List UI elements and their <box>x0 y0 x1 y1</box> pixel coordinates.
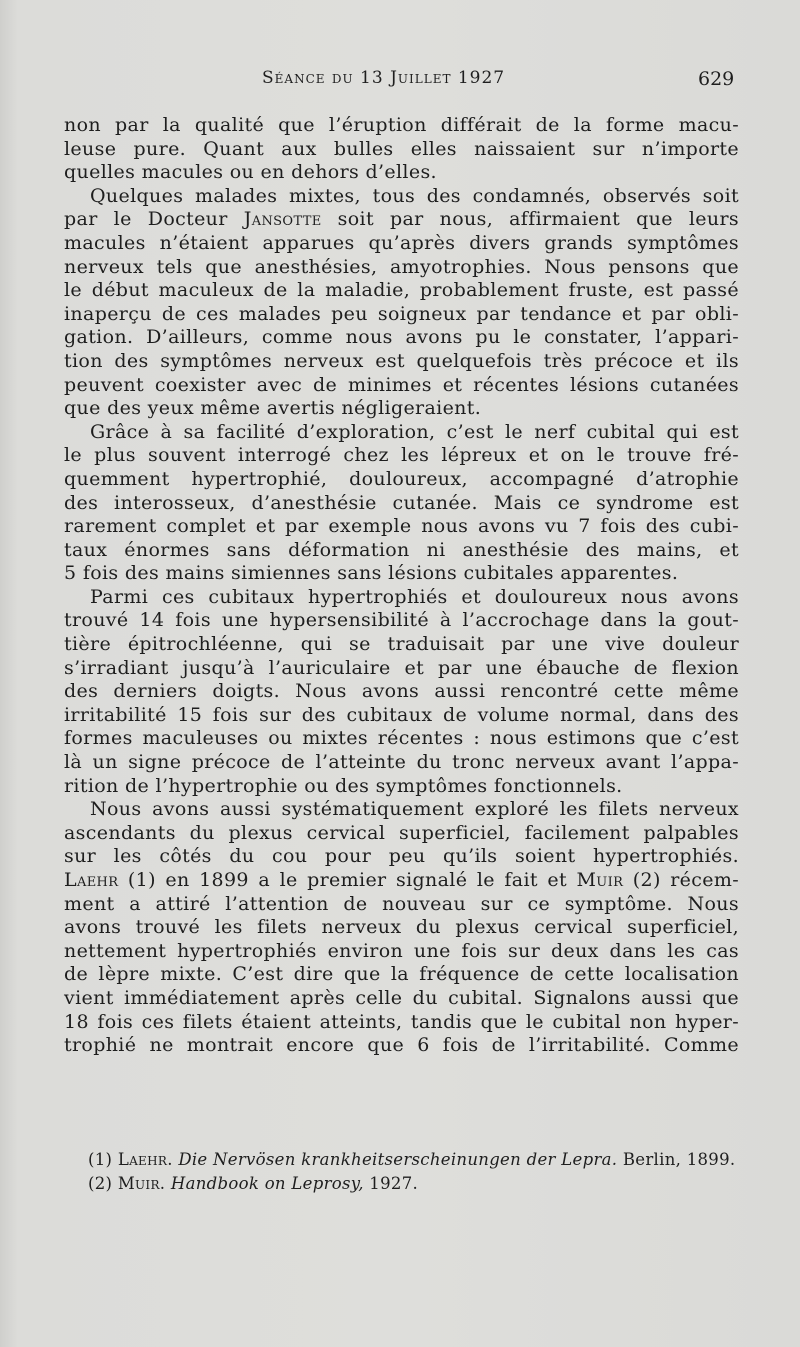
text-line: 18 fois ces filets étaient atteints, tandis que le cubital non hyper- <box>64 1010 739 1033</box>
text-line: 5 fois des mains simiennes sans lésions cubitales apparentes. <box>64 562 679 585</box>
running-title: Séance du 13 Juillet 1927 <box>262 68 506 88</box>
footnote-author: Laehr. <box>117 1150 173 1169</box>
text-line: Quelques malades mixtes, tous des condamnés, observés soit <box>90 184 739 207</box>
text-segment: soit par nous, affirmaient que leurs <box>321 208 739 231</box>
text-line: nettement hypertrophiés environ une fois sur deux dans les cas <box>64 939 739 962</box>
footnote-number: (2) <box>88 1174 113 1193</box>
text-line: macules n’étaient apparues qu’après divers grands symptômes <box>64 231 739 254</box>
body-text <box>64 114 739 1058</box>
text-segment: par le Docteur <box>64 208 244 231</box>
text-line: des interosseux, d’anesthésie cutanée. Mais ce syndrome est <box>64 491 739 514</box>
text-line <box>64 208 739 232</box>
text-line: des derniers doigts. Nous avons aussi rencontré cette même <box>64 680 739 703</box>
page-header <box>0 68 800 98</box>
author-name: Jansotte <box>243 208 322 231</box>
text-line: taux énormes sans déformation ni anesthésie des mains, et <box>64 538 739 561</box>
footnote-title: Handbook on Leprosy, <box>170 1174 364 1193</box>
text-line: nerveux tels que anesthésies, amyotrophies. Nous pensons que <box>64 255 739 278</box>
text-line: rarement complet et par exemple nous avons vu 7 fois des cubi- <box>64 515 739 538</box>
text-line: Nous avons aussi systématiquement exploré les filets nerveux <box>90 798 739 821</box>
text-line: leuse pure. Quant aux bulles elles naissaient sur n’importe <box>64 137 739 160</box>
text-line: vient immédiatement après celle du cubital. Signalons aussi que <box>64 986 739 1009</box>
footnote-rest: Berlin, 1899. <box>622 1150 736 1169</box>
text-segment: (2) récem- <box>623 869 739 891</box>
text-line: tière épitrochléenne, qui se traduisait par une vive douleur <box>64 633 739 656</box>
text-line: trophié ne montrait encore que 6 fois de l’irritabilité. Comme <box>64 1034 739 1057</box>
text-line: tion des symptômes nerveux est quelquefois très précoce et ils <box>64 349 739 372</box>
text-line: quemment hypertrophié, douloureux, accompagné d’atrophie <box>64 467 739 490</box>
text-line: non par la qualité que l’éruption différait de la forme macu- <box>64 114 739 136</box>
text-line: Parmi ces cubitaux hypertrophiés et douloureux nous avons <box>90 585 739 608</box>
text-line: inaperçu de ces malades peu soigneux par tendance et par obli- <box>64 302 739 325</box>
author-name: Muir <box>576 869 624 891</box>
text-line: sur les côtés du cou pour peu qu’ils soient hypertrophiés. <box>64 845 739 868</box>
text-line: Grâce à sa facilité d’exploration, c’est le nerf cubital qui est <box>90 420 739 443</box>
text-line: irritabilité 15 fois sur des cubitaux de volume normal, dans des <box>64 703 739 726</box>
text-line: s’irradiant jusqu’à l’auriculaire et par une ébauche de flexion <box>64 656 739 679</box>
text-line: ment a attiré l’attention de nouveau sur ce symptôme. Nous <box>64 892 739 915</box>
footnote-title: Die Nervösen krankheitserscheinungen der Lepra. <box>178 1150 618 1169</box>
text-line: là un signe précoce de l’atteinte du tronc nerveux avant l’appa- <box>64 751 739 774</box>
text-line: que des yeux même avertis négligeraient. <box>64 397 482 420</box>
author-name: Laehr <box>64 869 119 891</box>
text-line: quelles macules ou en dehors d’elles. <box>64 161 437 184</box>
text-line: gation. D’ailleurs, comme nous avons pu le constater, l’appari- <box>64 326 739 349</box>
text-segment: (1) en 1899 a le premier signalé le fait et <box>118 869 577 891</box>
page-number: 629 <box>698 68 735 90</box>
text-line: le plus souvent interrogé chez les lépreux et on le trouve fré- <box>64 444 739 467</box>
text-line: formes maculeuses ou mixtes récentes : nous estimons que c’est <box>64 727 739 750</box>
text-line: de lèpre mixte. C’est dire que la fréquence de cette localisation <box>64 963 739 986</box>
text-line: rition de l’hypertrophie ou des symptômes fonctionnels. <box>64 774 623 797</box>
text-line: trouvé 14 fois une hypersensibilité à l’accrochage dans la gout- <box>64 609 739 632</box>
footnote-author: Muir. <box>117 1174 166 1193</box>
footnote-number: (1) <box>88 1150 113 1169</box>
text-line <box>64 869 739 893</box>
text-line: avons trouvé les filets nerveux du plexus cervical superficiel, <box>64 916 739 939</box>
footnotes <box>88 1148 748 1196</box>
footnote-rest: 1927. <box>369 1174 419 1193</box>
footnote <box>88 1172 748 1196</box>
footnote <box>88 1148 748 1172</box>
text-line: peuvent coexister avec de minimes et récentes lésions cutanées <box>64 373 739 396</box>
text-line: le début maculeux de la maladie, probablement fruste, est passé <box>64 279 739 302</box>
text-line: ascendants du plexus cervical superficiel, facilement palpables <box>64 821 739 844</box>
